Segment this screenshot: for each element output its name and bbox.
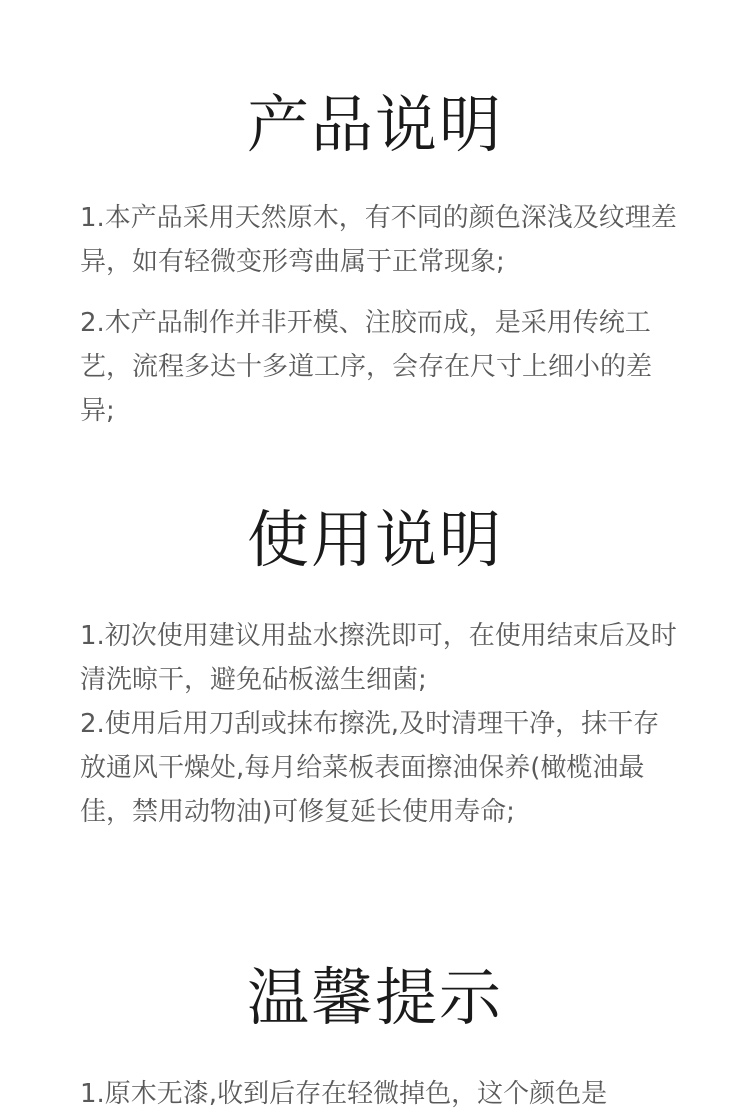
product-description-heading: 产品说明 <box>246 88 503 161</box>
usage-instructions-heading: 使用说明 <box>246 503 503 576</box>
warm-tips-heading: 温馨提示 <box>246 961 503 1034</box>
warm-tips-paragraph-1: 1.原木无漆,收到后存在轻微掉色，这个颜色是 <box>80 1079 608 1109</box>
usage-instructions-paragraph-1: 1.初次使用建议用盐水擦洗即可，在使用结束后及时清洗晾干，避免砧板滋生细菌; <box>80 621 677 695</box>
product-description-paragraph-1: 1.本产品采用天然原木，有不同的颜色深浅及纹理差异，如有轻微变形弯曲属于正常现象; <box>80 203 677 277</box>
usage-instructions-paragraph-2: 2.使用后用刀刮或抹布擦洗,及时清理干净，抹干存放通风干燥处,每月给菜板表面擦油保养(橄榄油最佳，禁用动物油)可修复延长使用寿命; <box>80 709 660 827</box>
product-description-paragraph-2: 2.木产品制作并非开模、注胶而成，是采用传统工艺，流程多达十多道工序，会存在尺寸上细小的差异; <box>80 308 653 426</box>
